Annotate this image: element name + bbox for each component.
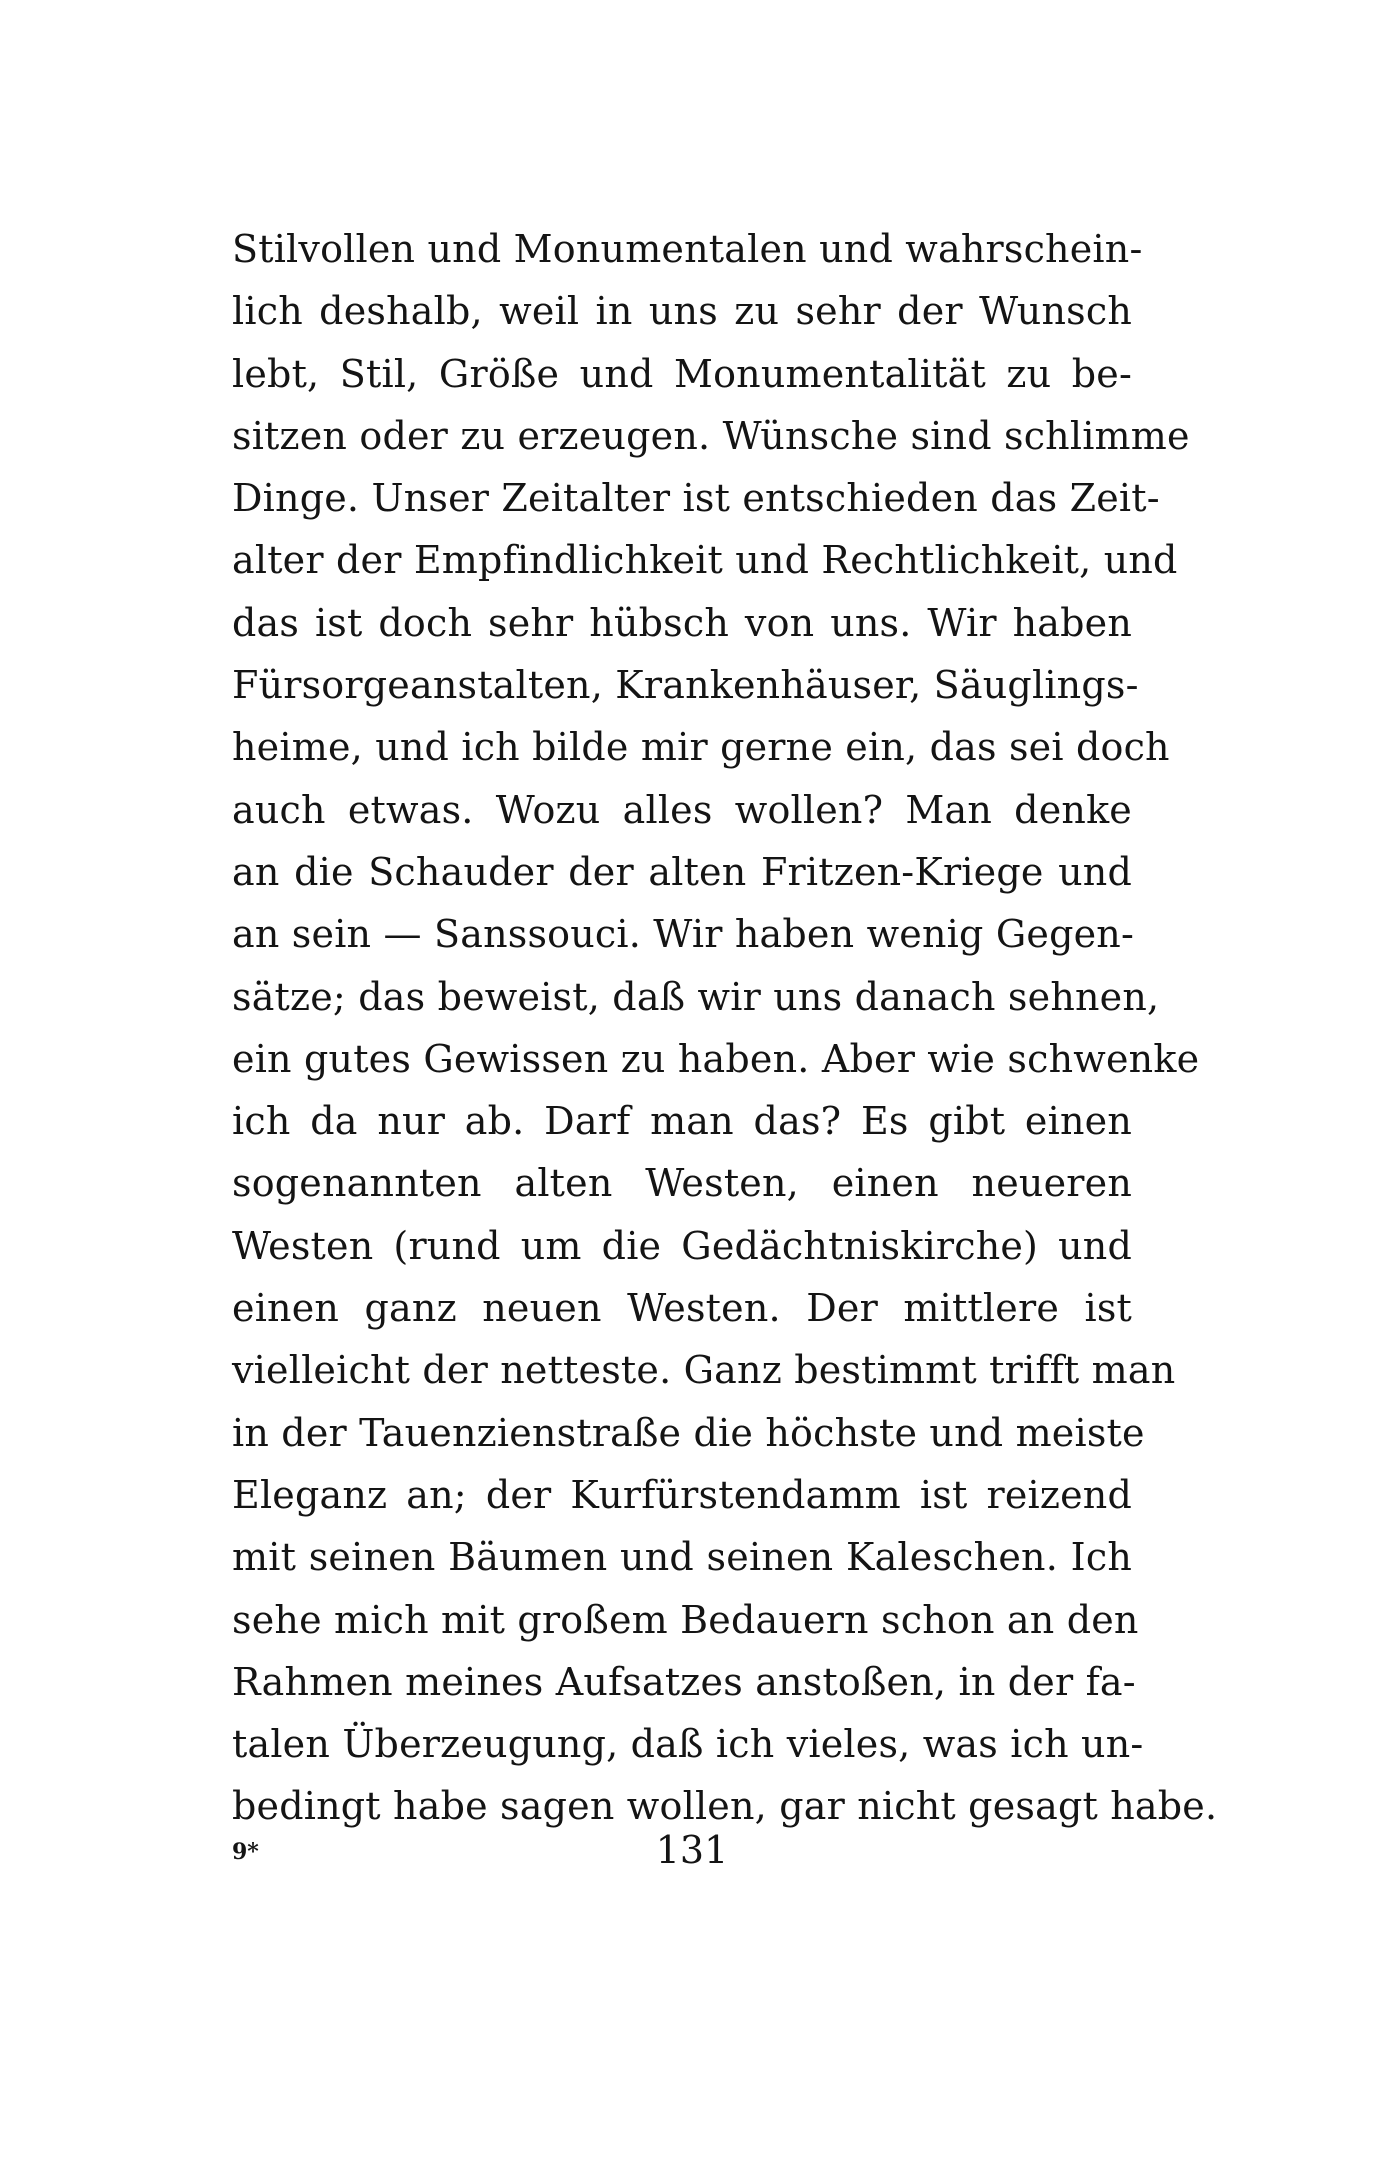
text-line: Westen (rund um die Gedächtniskirche) und: [232, 1223, 1132, 1268]
text-line: mit seinen Bäumen und seinen Kaleschen. Ich: [232, 1535, 1132, 1580]
text-line: bedingt habe sagen wollen, gar nicht gesagt habe.: [232, 1784, 1218, 1829]
text-line: sehe mich mit großem Bedauern schon an den: [232, 1597, 1139, 1642]
signature-mark: 9*: [232, 1839, 259, 1865]
text-line: Dinge. Unser Zeitalter ist entschieden das Zeit-: [232, 476, 1160, 521]
text-line: alter der Empfindlichkeit und Rechtlichkeit, und: [232, 538, 1178, 583]
text-line: Stilvollen und Monumentalen und wahrschein-: [232, 227, 1143, 271]
text-line: sitzen oder zu erzeugen. Wünsche sind schlimme: [232, 413, 1190, 458]
text-line: lich deshalb, weil in uns zu sehr der Wunsch: [232, 289, 1132, 334]
text-line: vielleicht der netteste. Ganz bestimmt trifft man: [232, 1348, 1176, 1393]
page-footer: [232, 1825, 1132, 1885]
text-line: an die Schauder der alten Fritzen-Kriege und: [232, 849, 1132, 894]
text-line: heime, und ich bilde mir gerne ein, das sei doch: [232, 725, 1170, 770]
text-line: Fürsorgeanstalten, Krankenhäuser, Säuglings-: [232, 663, 1139, 708]
text-line: lebt, Stil, Größe und Monumentalität zu be-: [232, 351, 1132, 396]
text-line: ich da nur ab. Darf man das? Es gibt einen: [232, 1099, 1132, 1144]
page-number: 131: [655, 1828, 729, 1872]
text-line: das ist doch sehr hübsch von uns. Wir haben: [232, 600, 1132, 645]
body-text: [232, 218, 1218, 1838]
text-line: ein gutes Gewissen zu haben. Aber wie schwenke: [232, 1036, 1200, 1081]
text-line: einen ganz neuen Westen. Der mittlere ist: [232, 1286, 1132, 1331]
text-line: sätze; das beweist, daß wir uns danach sehnen,: [232, 974, 1160, 1019]
text-line: an sein — Sanssouci. Wir haben wenig Gegen-: [232, 912, 1134, 957]
text-line: auch etwas. Wozu alles wollen? Man denke: [232, 787, 1132, 832]
text-line: Eleganz an; der Kurfürstendamm ist reizend: [232, 1472, 1132, 1517]
text-line: Rahmen meines Aufsatzes anstoßen, in der fa-: [232, 1659, 1136, 1704]
text-line: talen Überzeugung, daß ich vieles, was ich un-: [232, 1722, 1144, 1767]
text-line: in der Tauenzienstraße die höchste und meiste: [232, 1410, 1145, 1455]
text-line: sogenannten alten Westen, einen neueren: [232, 1161, 1132, 1206]
